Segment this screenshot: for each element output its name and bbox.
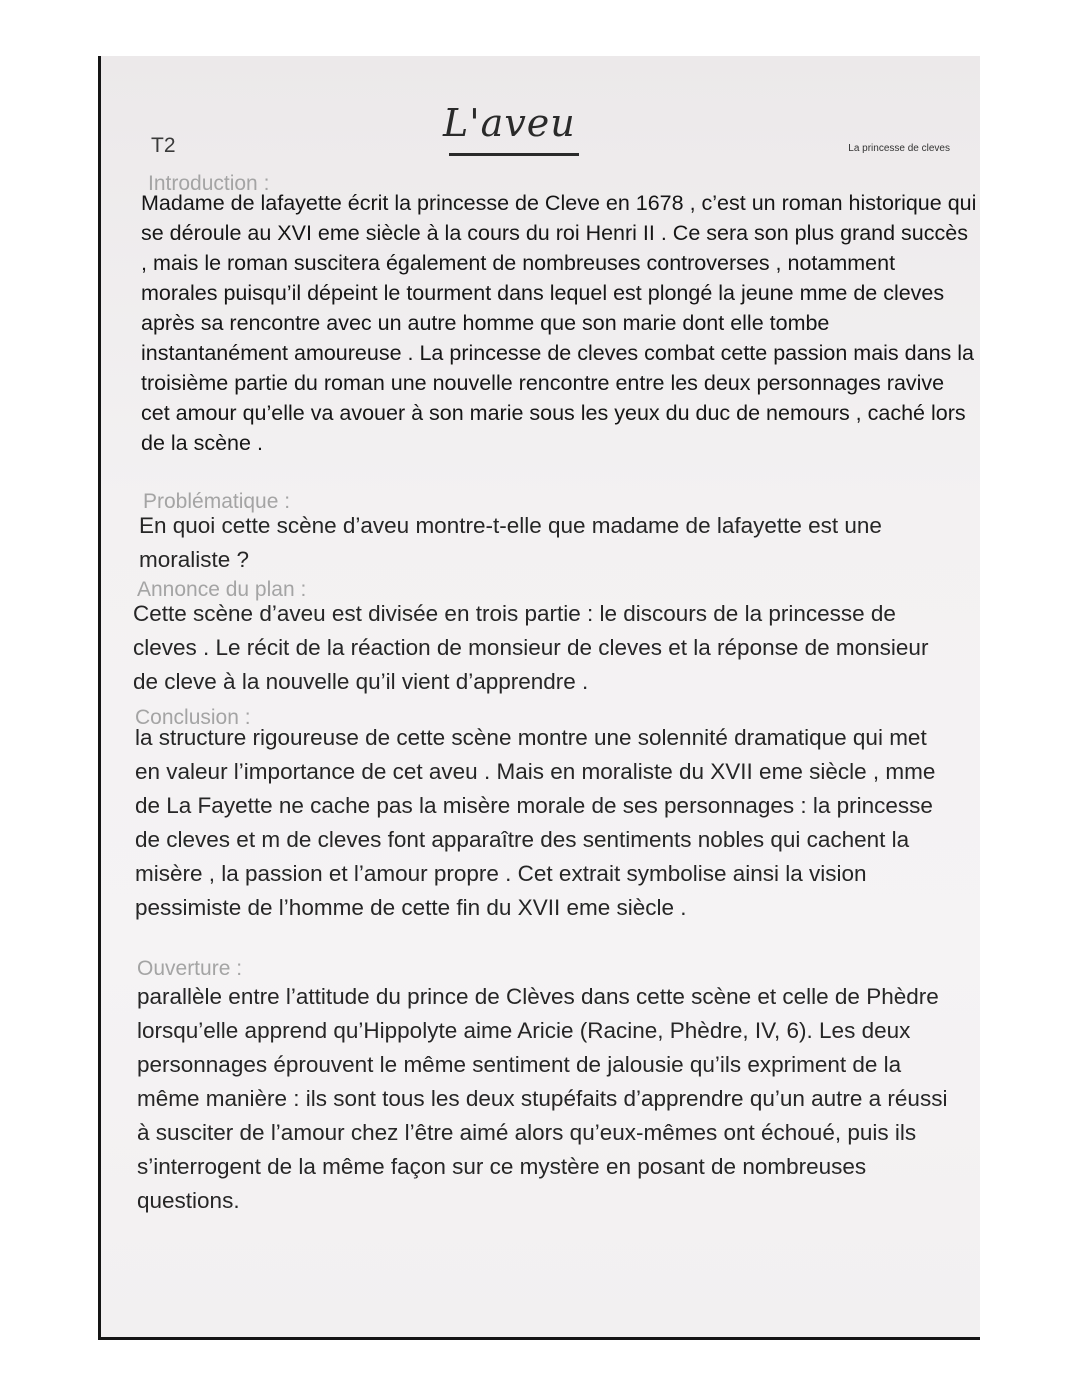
plan-text: Cette scène d’aveu est divisée en trois partie : le discours de la princesse de cleves . Le récit de la réaction de monsieur de cleves et la réponse de monsieur de cleve à la nouvelle qu’il vient d’apprendre . [133,601,929,694]
introduction-label: Introduction : [148,172,270,195]
plan-label: Annonce du plan : [137,578,307,601]
ouverture-text: parallèle entre l’attitude du prince de Clèves dans cette scène et celle de Phèdre lorsqu’elle apprend qu’Hippolyte aime Aricie (Racine, Phèdre, IV, 6). Les deux personnages éprouvent le même sentiment de jalousie qu’ils expriment de la même manière : ils sont tous les deux stupéfaits d’apprendre qu’un autre a réussi à susciter de l’amour chez l’être aimé alors qu’eux-mêmes ont échoué, puis ils s’interrogent de la même façon sur ce mystère en posant de nombreuses questions. [137,984,948,1213]
introduction-text: Madame de lafayette écrit la princesse de Cleve en 1678 , c’est un roman historique qui se déroule au XVI eme siècle à la cours du roi Henri II . Ce sera son plus grand succès , mais le roman suscitera également de nombreuses controverses , notamment morales puisqu’il dépeint le tourment dans lequel est plongé la jeune mme de cleves après sa rencontre avec un autre homme que son marie dont elle tombe instantanément amoureuse . La princesse de cleves combat cette passion mais dans la troisième partie du roman une nouvelle rencontre entre les deux personnages ravive cet amour qu’elle va avouer à son marie sous les yeux du duc de nemours , caché lors de la scène . [141,191,977,455]
problematique-text: En quoi cette scène d’aveu montre-t-elle que madame de lafayette est une moraliste ? [139,513,882,572]
document-tag: T2 [151,134,176,157]
title-underline [449,153,579,156]
ouverture-label: Ouverture : [137,957,243,980]
conclusion-text: la structure rigoureuse de cette scène montre une solennité dramatique qui met en valeur l’importance de cet aveu . Mais en moraliste du XVII eme siècle , mme de La Fayette ne cache pas la misère morale de ses personnages : la princesse de cleves et m de cleves font apparaître des sentiments nobles qui cachent la misère , la passion et l’amour propre . Cet extrait symbolise ainsi la vision pessimiste de l’homme de cette fin du XVII eme siècle . [135,725,936,920]
problematique-label: Problématique : [143,490,291,513]
document-page [98,56,980,1340]
subject-label: La princesse de cleves [848,143,950,154]
page-title: L'aveu [443,101,576,145]
conclusion-label: Conclusion : [135,706,251,729]
